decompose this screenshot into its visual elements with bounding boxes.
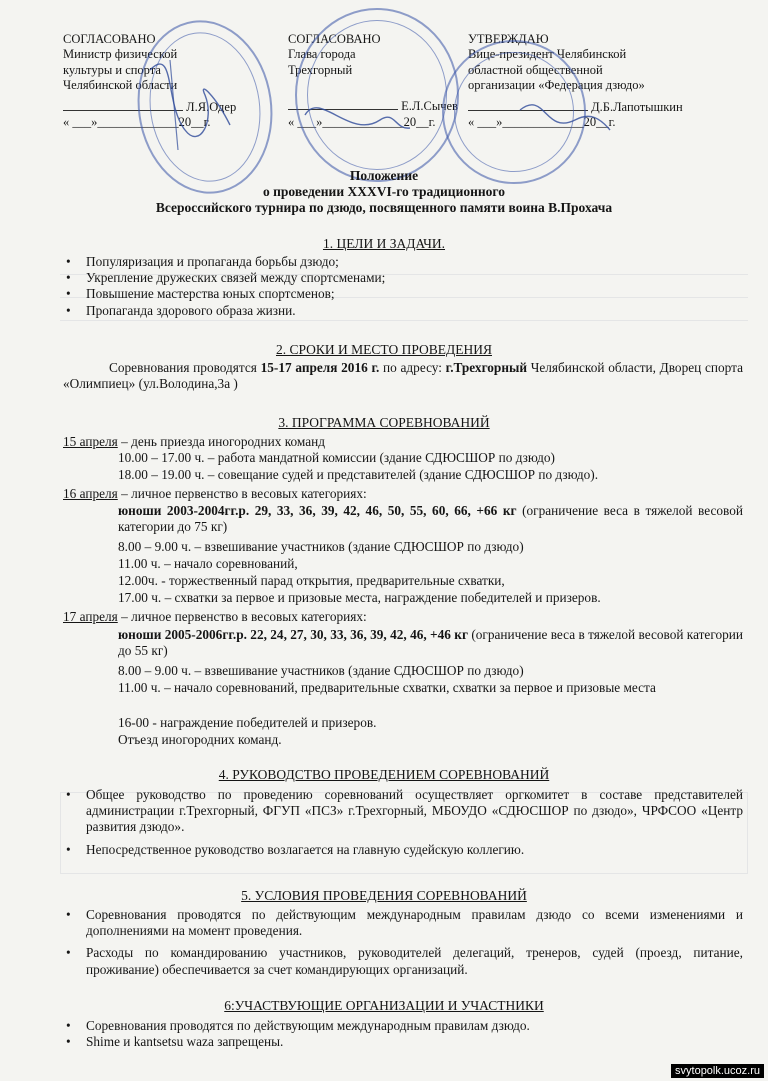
list-item: • Укрепление дружеских связей между спортсменами; <box>63 270 743 286</box>
participants-list <box>63 1018 743 1050</box>
approval-line: Вице-президент Челябинской <box>468 47 627 62</box>
approval-line: областной общественной <box>468 62 603 77</box>
text-run: Соревнования проводятся <box>109 360 261 375</box>
program-item: 11.00 ч. – начало соревнований, предварительные схватки, схватки за первое и призовые места <box>118 680 656 695</box>
program-item: 11.00 ч. – начало соревнований, <box>118 556 298 571</box>
approval-heading: СОГЛАСОВАНО <box>63 32 156 46</box>
section-heading-management: 4. РУКОВОДСТВО ПРОВЕДЕНИЕМ СОРЕВНОВАНИЙ <box>218 767 550 782</box>
weight-categories-2003 <box>118 503 743 535</box>
conditions-list <box>63 907 743 978</box>
program-item: 17.00 ч. – схватки за первое и призовые места, награждение победителей и призеров. <box>118 590 601 605</box>
text-run: – личное первенство в весовых категориях: <box>117 609 367 624</box>
day-label: 17 апреля <box>63 609 118 624</box>
program-day-1 <box>63 434 743 450</box>
program-day-2 <box>63 486 743 502</box>
approval-signature-name: Д.Б.Лапотышкин <box>591 99 683 114</box>
title-line: Положение <box>349 168 419 183</box>
approval-signature-name: Л.Я.Одер <box>186 99 237 114</box>
list-item: • Соревнования проводятся по действующим международным правилам дзюдо. <box>63 1018 743 1034</box>
weight-categories-2005 <box>118 627 743 659</box>
approval-line: Министр физической <box>63 47 178 62</box>
list-item: • Общее руководство по проведению соревнований осуществляет оргкомитет в составе представителей администрации г.Трехгорный, ФГУП «ПСЗ» г.Трехгорный, МБОУДО «СДЮСШОР по дзюдо», ЧРФСОО «Центр развития дзюдо». <box>63 787 743 836</box>
list-item: • Повышение мастерства юных спортсменов; <box>63 286 743 302</box>
title-line: о проведении XXXVI-го традиционного <box>263 184 505 199</box>
approval-line: Челябинской области <box>63 78 178 93</box>
title-line: Всероссийского турнира по дзюдо, посвященного памяти воина В.Прохача <box>155 200 613 215</box>
approval-line: культуры и спорта <box>63 62 161 77</box>
section-heading-goals: 1. ЦЕЛИ И ЗАДАЧИ. <box>322 236 446 251</box>
dates-place-paragraph <box>63 360 743 392</box>
approval-line: Трехгорный <box>288 62 353 77</box>
approval-heading: СОГЛАСОВАНО <box>288 32 381 46</box>
list-item: • Популяризация и пропаганда борьбы дзюдо; <box>63 254 743 270</box>
document-title <box>0 168 768 216</box>
program-item: 8.00 – 9.00 ч. – взвешивание участников (здание СДЮСШОР по дзюдо) <box>118 663 524 678</box>
program-item: 18.00 – 19.00 ч. – совещание судей и представителей (здание СДЮСШОР по дзюдо). <box>118 467 599 482</box>
weight-categories: юноши 2003-2004гг.р. 29, 33, 36, 39, 42, 46, 50, 55, 60, 66, +66 кг <box>118 503 517 518</box>
list-item: • Shime и kantsetsu waza запрещены. <box>63 1034 743 1050</box>
program-item: 16-00 - награждение победителей и призеров. <box>118 715 377 730</box>
text-run: по адресу: <box>379 360 446 375</box>
text-run: Челябинской области, Дворец спорта «Олимпиец» (ул.Володина,3а ) <box>63 360 743 392</box>
text-run: (ограничение веса в тяжелой весовой категории до 55 кг) <box>118 627 743 659</box>
section-heading-participants: 6:УЧАСТВУЮЩИЕ ОРГАНИЗАЦИИ И УЧАСТНИКИ <box>224 998 544 1013</box>
weight-categories: юноши 2005-2006гг.р. 22, 24, 27, 30, 33, 36, 39, 42, 46, +46 кг <box>118 627 468 642</box>
section-heading-conditions: 5. УСЛОВИЯ ПРОВЕДЕНИЯ СОРЕВНОВАНИЙ <box>241 888 527 903</box>
handwritten-signatures <box>0 0 768 190</box>
approval-line: организации «Федерация дзюдо» <box>468 78 645 93</box>
program-item: Отъезд иногородних команд. <box>118 732 282 747</box>
goals-list <box>63 254 743 319</box>
list-item: • Соревнования проводятся по действующим международным правилам дзюдо со всеми изменениями и дополнениями на момент проведения. <box>63 907 743 939</box>
approval-date: « ___»_____________20__г. <box>468 115 616 130</box>
source-watermark: svytopolk.ucoz.ru <box>671 1064 764 1078</box>
approval-heading: УТВЕРЖДАЮ <box>468 32 549 46</box>
day-label: 15 апреля <box>63 434 118 449</box>
list-item: • Непосредственное руководство возлагается на главную судейскую коллегию. <box>63 842 743 858</box>
program-day-3 <box>63 609 743 625</box>
text-run: – день приезда иногородних команд <box>117 434 326 449</box>
approval-date: « ___»_____________20__г. <box>63 115 211 130</box>
event-city: г.Трехгорный <box>445 360 528 375</box>
section-heading-program: 3. ПРОГРАММА СОРЕВНОВАНИЙ <box>278 415 490 430</box>
approval-date: « ___»_____________20__г. <box>288 114 436 129</box>
day-label: 16 апреля <box>63 486 118 501</box>
approval-signature-name: Е.Л.Сычев <box>401 99 458 114</box>
section-heading-dates-place: 2. СРОКИ И МЕСТО ПРОВЕДЕНИЯ <box>275 342 492 357</box>
text-run: (ограничение веса в тяжелой весовой категории до 75 кг) <box>118 503 743 535</box>
approval-line: Глава города <box>288 47 356 62</box>
program-item: 8.00 – 9.00 ч. – взвешивание участников (здание СДЮСШОР по дзюдо) <box>118 539 524 554</box>
event-dates: 15-17 апреля 2016 г. <box>260 360 380 375</box>
program-item: 12.00ч. - торжественный парад открытия, предварительные схватки, <box>118 573 505 588</box>
list-item: • Пропаганда здорового образа жизни. <box>63 303 743 319</box>
text-run: – личное первенство в весовых категориях: <box>117 486 367 501</box>
list-item: • Расходы по командированию участников, руководителей делегаций, тренеров, судей (проезд, питание, проживание) обеспечивается за счет командирующих организаций. <box>63 945 743 977</box>
management-list <box>63 787 743 858</box>
program-item: 10.00 – 17.00 ч. – работа мандатной комиссии (здание СДЮСШОР по дзюдо) <box>118 450 555 465</box>
